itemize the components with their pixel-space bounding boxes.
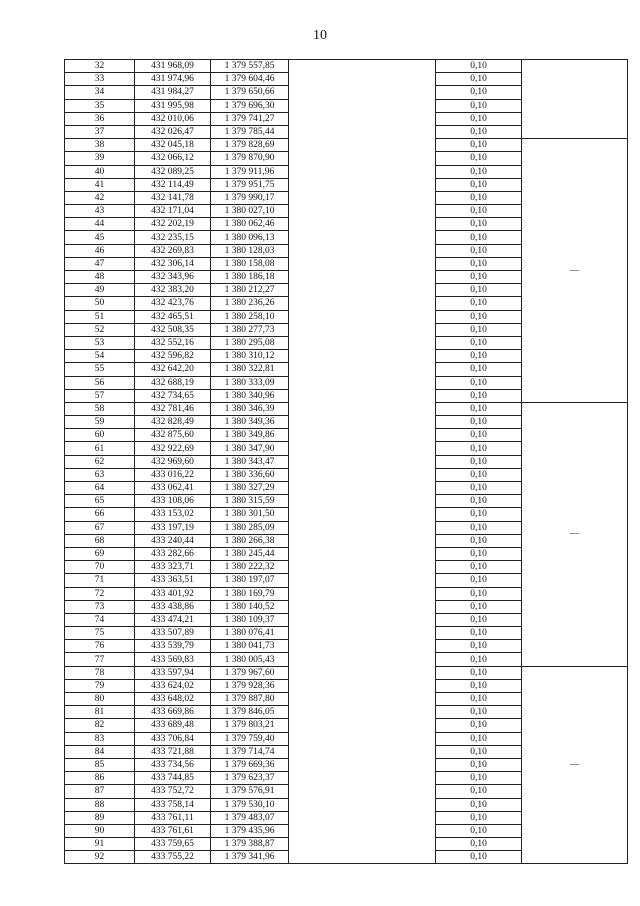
x-coordinate-cell: 432 306,14: [135, 257, 211, 270]
point-number-cell: 83: [65, 732, 135, 745]
tolerance-cell: 0,10: [436, 693, 522, 706]
x-coordinate-cell: 432 235,15: [135, 231, 211, 244]
tolerance-cell: 0,10: [436, 508, 522, 521]
y-coordinate-cell: 1 380 349,86: [211, 429, 289, 442]
tolerance-cell: 0,10: [436, 561, 522, 574]
x-coordinate-cell: 433 282,66: [135, 547, 211, 560]
point-number-cell: 46: [65, 244, 135, 257]
x-coordinate-cell: 432 734,65: [135, 389, 211, 402]
tolerance-cell: 0,10: [436, 798, 522, 811]
tolerance-cell: 0,10: [436, 218, 522, 231]
x-coordinate-cell: 433 438,86: [135, 600, 211, 613]
x-coordinate-cell: 432 383,20: [135, 284, 211, 297]
tolerance-cell: 0,10: [436, 99, 522, 112]
x-coordinate-cell: 433 240,44: [135, 534, 211, 547]
point-number-cell: 38: [65, 139, 135, 152]
y-coordinate-cell: 1 380 169,79: [211, 587, 289, 600]
point-number-cell: 41: [65, 178, 135, 191]
point-number-cell: 60: [65, 429, 135, 442]
y-coordinate-cell: 1 379 576,91: [211, 785, 289, 798]
y-coordinate-cell: 1 380 285,09: [211, 521, 289, 534]
y-coordinate-cell: 1 379 388,87: [211, 838, 289, 851]
tolerance-cell: 0,10: [436, 785, 522, 798]
y-coordinate-cell: 1 380 277,73: [211, 323, 289, 336]
tolerance-cell: 0,10: [436, 402, 522, 415]
y-coordinate-cell: 1 380 212,27: [211, 284, 289, 297]
y-coordinate-cell: 1 380 041,73: [211, 640, 289, 653]
tolerance-cell: 0,10: [436, 679, 522, 692]
tolerance-cell: 0,10: [436, 231, 522, 244]
point-number-cell: 63: [65, 468, 135, 481]
tolerance-cell: 0,10: [436, 323, 522, 336]
x-coordinate-cell: 433 752,72: [135, 785, 211, 798]
y-coordinate-cell: 1 380 340,96: [211, 389, 289, 402]
tolerance-cell: 0,10: [436, 640, 522, 653]
x-coordinate-cell: 433 758,14: [135, 798, 211, 811]
tolerance-cell: 0,10: [436, 495, 522, 508]
point-number-cell: 54: [65, 350, 135, 363]
tolerance-cell: 0,10: [436, 165, 522, 178]
tolerance-cell: 0,10: [436, 350, 522, 363]
tolerance-cell: 0,10: [436, 73, 522, 86]
point-number-cell: 59: [65, 416, 135, 429]
tolerance-cell: 0,10: [436, 336, 522, 349]
note-cell: —: [522, 139, 628, 403]
table-body: [65, 60, 628, 864]
page-number: 10: [313, 28, 327, 43]
x-coordinate-cell: 432 010,06: [135, 112, 211, 125]
x-coordinate-cell: 433 669,86: [135, 706, 211, 719]
x-coordinate-cell: 431 974,96: [135, 73, 211, 86]
point-number-cell: 87: [65, 785, 135, 798]
point-number-cell: 67: [65, 521, 135, 534]
point-number-cell: 70: [65, 561, 135, 574]
y-coordinate-cell: 1 380 310,12: [211, 350, 289, 363]
tolerance-cell: 0,10: [436, 125, 522, 138]
point-number-cell: 74: [65, 613, 135, 626]
x-coordinate-cell: 432 465,51: [135, 310, 211, 323]
point-number-cell: 48: [65, 271, 135, 284]
tolerance-cell: 0,10: [436, 824, 522, 837]
x-coordinate-cell: 432 202,19: [135, 218, 211, 231]
point-number-cell: 76: [65, 640, 135, 653]
x-coordinate-cell: 432 875,60: [135, 429, 211, 442]
tolerance-cell: 0,10: [436, 178, 522, 191]
point-number-cell: 73: [65, 600, 135, 613]
point-number-cell: 61: [65, 442, 135, 455]
point-number-cell: 35: [65, 99, 135, 112]
point-number-cell: 81: [65, 706, 135, 719]
x-coordinate-cell: 433 734,56: [135, 758, 211, 771]
point-number-cell: 33: [65, 73, 135, 86]
y-coordinate-cell: 1 380 027,10: [211, 205, 289, 218]
point-number-cell: 84: [65, 745, 135, 758]
y-coordinate-cell: 1 379 341,96: [211, 851, 289, 864]
point-number-cell: 88: [65, 798, 135, 811]
tolerance-cell: 0,10: [436, 376, 522, 389]
point-number-cell: 58: [65, 402, 135, 415]
point-number-cell: 80: [65, 693, 135, 706]
tolerance-cell: 0,10: [436, 468, 522, 481]
x-coordinate-cell: 433 569,83: [135, 653, 211, 666]
y-coordinate-cell: 1 380 222,32: [211, 561, 289, 574]
point-number-cell: 43: [65, 205, 135, 218]
y-coordinate-cell: 1 379 759,40: [211, 732, 289, 745]
y-coordinate-cell: 1 379 951,75: [211, 178, 289, 191]
x-coordinate-cell: 431 995,98: [135, 99, 211, 112]
x-coordinate-cell: 432 343,96: [135, 271, 211, 284]
tolerance-cell: 0,10: [436, 416, 522, 429]
point-number-cell: 34: [65, 86, 135, 99]
point-number-cell: 39: [65, 152, 135, 165]
y-coordinate-cell: 1 380 333,09: [211, 376, 289, 389]
point-number-cell: 42: [65, 191, 135, 204]
y-coordinate-cell: 1 379 696,30: [211, 99, 289, 112]
point-number-cell: 44: [65, 218, 135, 231]
y-coordinate-cell: 1 379 828,69: [211, 139, 289, 152]
tolerance-cell: 0,10: [436, 838, 522, 851]
point-number-cell: 66: [65, 508, 135, 521]
tolerance-cell: 0,10: [436, 666, 522, 679]
y-coordinate-cell: 1 380 005,43: [211, 653, 289, 666]
point-number-cell: 72: [65, 587, 135, 600]
y-coordinate-cell: 1 379 650,66: [211, 86, 289, 99]
point-number-cell: 37: [65, 125, 135, 138]
x-coordinate-cell: 432 552,16: [135, 336, 211, 349]
y-coordinate-cell: 1 380 158,08: [211, 257, 289, 270]
x-coordinate-cell: 432 045,18: [135, 139, 211, 152]
x-coordinate-cell: 432 969,60: [135, 455, 211, 468]
tolerance-cell: 0,10: [436, 732, 522, 745]
coordinates-table-container: [64, 59, 627, 864]
note-cell: [522, 60, 628, 139]
y-coordinate-cell: 1 380 336,60: [211, 468, 289, 481]
x-coordinate-cell: 433 624,02: [135, 679, 211, 692]
tolerance-cell: 0,10: [436, 86, 522, 99]
tolerance-cell: 0,10: [436, 653, 522, 666]
tolerance-cell: 0,10: [436, 587, 522, 600]
y-coordinate-cell: 1 380 258,10: [211, 310, 289, 323]
coordinates-table: [64, 59, 628, 864]
point-number-cell: 52: [65, 323, 135, 336]
tolerance-cell: 0,10: [436, 257, 522, 270]
point-number-cell: 65: [65, 495, 135, 508]
y-coordinate-cell: 1 380 266,38: [211, 534, 289, 547]
y-coordinate-cell: 1 380 301,50: [211, 508, 289, 521]
x-coordinate-cell: 433 648,02: [135, 693, 211, 706]
x-coordinate-cell: 432 171,04: [135, 205, 211, 218]
x-coordinate-cell: 432 026,47: [135, 125, 211, 138]
y-coordinate-cell: 1 380 076,41: [211, 627, 289, 640]
y-coordinate-cell: 1 380 349,36: [211, 416, 289, 429]
tolerance-cell: 0,10: [436, 60, 522, 73]
y-coordinate-cell: 1 380 327,29: [211, 482, 289, 495]
y-coordinate-cell: 1 379 870,90: [211, 152, 289, 165]
tolerance-cell: 0,10: [436, 455, 522, 468]
x-coordinate-cell: 433 539,79: [135, 640, 211, 653]
point-number-cell: 68: [65, 534, 135, 547]
x-coordinate-cell: 433 062,41: [135, 482, 211, 495]
tolerance-cell: 0,10: [436, 244, 522, 257]
tolerance-cell: 0,10: [436, 139, 522, 152]
y-coordinate-cell: 1 380 096,13: [211, 231, 289, 244]
x-coordinate-cell: 433 597,94: [135, 666, 211, 679]
tolerance-cell: 0,10: [436, 719, 522, 732]
point-number-cell: 36: [65, 112, 135, 125]
y-coordinate-cell: 1 380 346,39: [211, 402, 289, 415]
y-coordinate-cell: 1 380 315,59: [211, 495, 289, 508]
point-number-cell: 32: [65, 60, 135, 73]
tolerance-cell: 0,10: [436, 297, 522, 310]
x-coordinate-cell: 432 423,76: [135, 297, 211, 310]
tolerance-cell: 0,10: [436, 363, 522, 376]
y-coordinate-cell: 1 380 322,81: [211, 363, 289, 376]
tolerance-cell: 0,10: [436, 772, 522, 785]
x-coordinate-cell: 432 269,83: [135, 244, 211, 257]
tolerance-cell: 0,10: [436, 521, 522, 534]
x-coordinate-cell: 433 744,85: [135, 772, 211, 785]
x-coordinate-cell: 433 761,11: [135, 811, 211, 824]
x-coordinate-cell: 432 688,19: [135, 376, 211, 389]
point-number-cell: 86: [65, 772, 135, 785]
point-number-cell: 64: [65, 482, 135, 495]
point-number-cell: 51: [65, 310, 135, 323]
tolerance-cell: 0,10: [436, 574, 522, 587]
x-coordinate-cell: 433 016,22: [135, 468, 211, 481]
tolerance-cell: 0,10: [436, 627, 522, 640]
x-coordinate-cell: 433 363,51: [135, 574, 211, 587]
tolerance-cell: 0,10: [436, 152, 522, 165]
x-coordinate-cell: 433 507,89: [135, 627, 211, 640]
x-coordinate-cell: 433 401,92: [135, 587, 211, 600]
x-coordinate-cell: 432 141,78: [135, 191, 211, 204]
empty-column-cell: [289, 60, 436, 864]
point-number-cell: 62: [65, 455, 135, 468]
note-cell: —: [522, 402, 628, 666]
y-coordinate-cell: 1 379 714,74: [211, 745, 289, 758]
x-coordinate-cell: 432 828,49: [135, 416, 211, 429]
y-coordinate-cell: 1 379 483,07: [211, 811, 289, 824]
point-number-cell: 45: [65, 231, 135, 244]
point-number-cell: 55: [65, 363, 135, 376]
x-coordinate-cell: 433 474,21: [135, 613, 211, 626]
x-coordinate-cell: 433 755,22: [135, 851, 211, 864]
x-coordinate-cell: 432 642,20: [135, 363, 211, 376]
y-coordinate-cell: 1 380 295,08: [211, 336, 289, 349]
tolerance-cell: 0,10: [436, 851, 522, 864]
x-coordinate-cell: 432 114,49: [135, 178, 211, 191]
tolerance-cell: 0,10: [436, 482, 522, 495]
x-coordinate-cell: 432 781,46: [135, 402, 211, 415]
point-number-cell: 40: [65, 165, 135, 178]
point-number-cell: 77: [65, 653, 135, 666]
point-number-cell: 82: [65, 719, 135, 732]
x-coordinate-cell: 433 323,71: [135, 561, 211, 574]
y-coordinate-cell: 1 379 604,46: [211, 73, 289, 86]
table-row: [65, 60, 628, 73]
point-number-cell: 90: [65, 824, 135, 837]
y-coordinate-cell: 1 379 741,27: [211, 112, 289, 125]
tolerance-cell: 0,10: [436, 811, 522, 824]
point-number-cell: 47: [65, 257, 135, 270]
tolerance-cell: 0,10: [436, 389, 522, 402]
y-coordinate-cell: 1 380 245,44: [211, 547, 289, 560]
y-coordinate-cell: 1 379 669,36: [211, 758, 289, 771]
tolerance-cell: 0,10: [436, 310, 522, 323]
x-coordinate-cell: 433 761,61: [135, 824, 211, 837]
x-coordinate-cell: 433 721,88: [135, 745, 211, 758]
tolerance-cell: 0,10: [436, 534, 522, 547]
tolerance-cell: 0,10: [436, 442, 522, 455]
point-number-cell: 71: [65, 574, 135, 587]
point-number-cell: 75: [65, 627, 135, 640]
x-coordinate-cell: 432 508,35: [135, 323, 211, 336]
point-number-cell: 79: [65, 679, 135, 692]
tolerance-cell: 0,10: [436, 547, 522, 560]
tolerance-cell: 0,10: [436, 191, 522, 204]
tolerance-cell: 0,10: [436, 284, 522, 297]
y-coordinate-cell: 1 379 530,10: [211, 798, 289, 811]
tolerance-cell: 0,10: [436, 600, 522, 613]
y-coordinate-cell: 1 379 623,37: [211, 772, 289, 785]
x-coordinate-cell: 433 689,48: [135, 719, 211, 732]
point-number-cell: 56: [65, 376, 135, 389]
tolerance-cell: 0,10: [436, 745, 522, 758]
y-coordinate-cell: 1 379 846,05: [211, 706, 289, 719]
point-number-cell: 57: [65, 389, 135, 402]
y-coordinate-cell: 1 379 928,36: [211, 679, 289, 692]
y-coordinate-cell: 1 380 062,46: [211, 218, 289, 231]
point-number-cell: 78: [65, 666, 135, 679]
point-number-cell: 92: [65, 851, 135, 864]
point-number-cell: 53: [65, 336, 135, 349]
y-coordinate-cell: 1 379 785,44: [211, 125, 289, 138]
point-number-cell: 69: [65, 547, 135, 560]
y-coordinate-cell: 1 379 557,85: [211, 60, 289, 73]
x-coordinate-cell: 433 153,02: [135, 508, 211, 521]
tolerance-cell: 0,10: [436, 706, 522, 719]
point-number-cell: 49: [65, 284, 135, 297]
point-number-cell: 50: [65, 297, 135, 310]
x-coordinate-cell: 432 596,82: [135, 350, 211, 363]
x-coordinate-cell: 432 066,12: [135, 152, 211, 165]
note-cell: —: [522, 666, 628, 864]
point-number-cell: 85: [65, 758, 135, 771]
x-coordinate-cell: 431 984,27: [135, 86, 211, 99]
y-coordinate-cell: 1 380 343,47: [211, 455, 289, 468]
tolerance-cell: 0,10: [436, 205, 522, 218]
y-coordinate-cell: 1 380 236,26: [211, 297, 289, 310]
y-coordinate-cell: 1 380 140,52: [211, 600, 289, 613]
y-coordinate-cell: 1 380 109,37: [211, 613, 289, 626]
y-coordinate-cell: 1 379 887,80: [211, 693, 289, 706]
tolerance-cell: 0,10: [436, 758, 522, 771]
tolerance-cell: 0,10: [436, 112, 522, 125]
y-coordinate-cell: 1 380 347,90: [211, 442, 289, 455]
x-coordinate-cell: 432 089,25: [135, 165, 211, 178]
y-coordinate-cell: 1 379 967,60: [211, 666, 289, 679]
x-coordinate-cell: 433 108,06: [135, 495, 211, 508]
y-coordinate-cell: 1 380 197,07: [211, 574, 289, 587]
point-number-cell: 91: [65, 838, 135, 851]
y-coordinate-cell: 1 379 911,96: [211, 165, 289, 178]
x-coordinate-cell: 433 197,19: [135, 521, 211, 534]
x-coordinate-cell: 432 922,69: [135, 442, 211, 455]
x-coordinate-cell: 433 706,84: [135, 732, 211, 745]
y-coordinate-cell: 1 379 990,17: [211, 191, 289, 204]
y-coordinate-cell: 1 379 803,21: [211, 719, 289, 732]
x-coordinate-cell: 431 968,09: [135, 60, 211, 73]
point-number-cell: 89: [65, 811, 135, 824]
tolerance-cell: 0,10: [436, 271, 522, 284]
y-coordinate-cell: 1 380 186,18: [211, 271, 289, 284]
y-coordinate-cell: 1 380 128,03: [211, 244, 289, 257]
x-coordinate-cell: 433 759,65: [135, 838, 211, 851]
tolerance-cell: 0,10: [436, 613, 522, 626]
tolerance-cell: 0,10: [436, 429, 522, 442]
y-coordinate-cell: 1 379 435,96: [211, 824, 289, 837]
